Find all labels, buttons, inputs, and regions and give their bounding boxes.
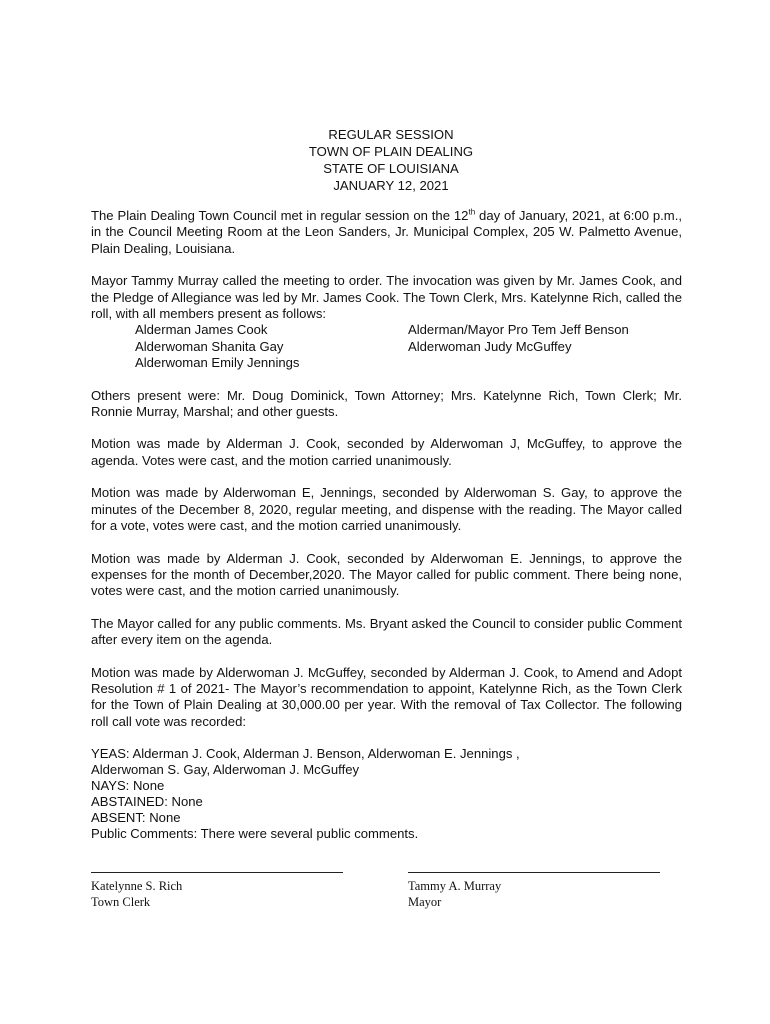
mayor-signature xyxy=(408,872,660,910)
signature-line xyxy=(91,872,343,873)
vote-absent: ABSENT: None xyxy=(91,810,181,826)
call-to-order-paragraph: Mayor Tammy Murray called the meeting to order. The invocation was given by Mr. James Cook, and the Pledge of Allegiance was led by Mr. James Cook. The Town Clerk, Mrs. Katelynne Rich, called the roll, with all members present as follows: xyxy=(91,273,682,322)
intro-paragraph xyxy=(91,208,682,257)
mayor-name: Tammy A. Murray xyxy=(408,879,502,893)
intro-text-start: The Plain Dealing Town Council met in regular session on the 12 xyxy=(91,208,469,223)
roll-member: Alderman James Cook xyxy=(135,322,268,338)
signature-line xyxy=(408,872,660,873)
clerk-title: Town Clerk xyxy=(91,894,151,909)
vote-yeas-line2: Alderwoman S. Gay, Alderwoman J. McGuffey xyxy=(91,762,360,778)
motion-expenses-paragraph: Motion was made by Alderman J. Cook, seconded by Alderwoman E. Jennings, to approve the expenses for the month of December,2020. The Mayor called for public comment. There being none, votes were cast, and the motion carried unanimously. xyxy=(91,550,682,599)
vote-public-comments: Public Comments: There were several public comments. xyxy=(91,826,419,842)
minutes-body xyxy=(91,208,682,842)
header-town: TOWN OF PLAIN DEALING xyxy=(308,144,474,159)
clerk-signature xyxy=(91,872,343,910)
intro-superscript: th xyxy=(468,207,476,217)
motion-minutes-paragraph: Motion was made by Alderwoman E, Jennings, seconded by Alderwoman S. Gay, to approve the minutes of the December 8, 2020, regular meeting, and dispense with the reading. The Mayor called for a vote, votes were cast, and the motion carried unanimously. xyxy=(91,485,682,534)
vote-yeas-line1: YEAS: Alderman J. Cook, Alderman J. Benson, Alderwoman E. Jennings , xyxy=(91,746,520,762)
document-header xyxy=(0,126,770,194)
roll-call-vote xyxy=(91,746,682,842)
others-present-paragraph: Others present were: Mr. Doug Dominick, Town Attorney; Mrs. Katelynne Rich, Town Clerk; Mr. Ronnie Murray, Marshal; and other guests. xyxy=(91,387,682,420)
mayor-title: Mayor xyxy=(408,894,442,909)
roll-member: Alderwoman Emily Jennings xyxy=(135,355,300,371)
roll-member-empty xyxy=(408,355,688,371)
motion-agenda-paragraph: Motion was made by Alderman J. Cook, seconded by Alderwoman J, McGuffey, to approve the agenda. Votes were cast, and the motion carried unanimously. xyxy=(91,436,682,468)
roll-member: Alderwoman Shanita Gay xyxy=(135,338,284,354)
header-date: JANUARY 12, 2021 xyxy=(333,178,449,193)
vote-nays: NAYS: None xyxy=(91,778,165,794)
header-state: STATE OF LOUISIANA xyxy=(323,161,459,176)
header-session: REGULAR SESSION xyxy=(328,127,454,142)
vote-abstained: ABSTAINED: None xyxy=(91,794,203,810)
motion-resolution-paragraph: Motion was made by Alderwoman J. McGuffey, seconded by Alderman J. Cook, to Amend and Adopt Resolution # 1 of 2021- The Mayor’s recommendation to appoint, Katelynne Rich, as the Town Clerk for the Town of Plain Dealing at 30,000.00 per year. With the removal of Tax Collector. The following roll call vote was recorded: xyxy=(91,664,682,729)
clerk-name: Katelynne S. Rich xyxy=(91,879,183,893)
roll-call-list xyxy=(91,322,682,371)
roll-member: Alderman/Mayor Pro Tem Jeff Benson xyxy=(408,322,629,338)
intro-text-end: day of January, 2021, at 6:00 p.m., in the Council Meeting Room at the Leon Sanders, Jr. Municipal Complex, 205 W. Palmetto Avenue, Plain Dealing, Louisiana. xyxy=(91,208,682,256)
roll-member: Alderwoman Judy McGuffey xyxy=(408,338,572,354)
public-comments-paragraph: The Mayor called for any public comments. Ms. Bryant asked the Council to consider public Comment after every item on the agenda. xyxy=(91,615,682,648)
